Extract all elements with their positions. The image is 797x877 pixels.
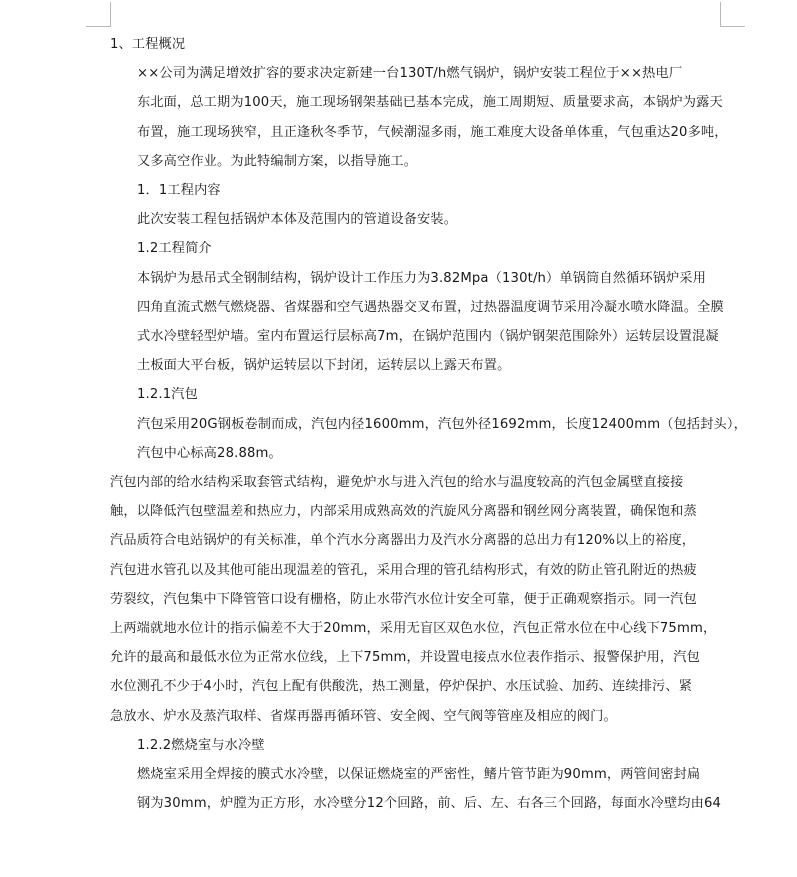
section-heading (110, 30, 722, 59)
paragraph (110, 264, 722, 381)
text-line: 劳裂纹，汽包集中下降管管口设有栅格，防止水带汽水位计安全可靠，便于正确观察指示。同一汽包 (110, 591, 697, 607)
paragraph (110, 468, 722, 731)
text-line: 水位测孔不少于4小时，汽包上配有供酸洗，热工测量，停炉保护、水压试验、加药、连续排污、紧 (110, 679, 693, 695)
text-line: 触，以降低汽包壁温差和热应力，内部采用成熟高效的汽旋风分离器和钢丝网分离装置，确保饱和蒸 (110, 504, 697, 520)
text-line: 汽包采用20G钢板卷制而成，汽包内径1600mm，汽包外径1692mm，长度12400mm（包括封头）， (137, 416, 747, 432)
text-line: 1．1工程内容 (137, 183, 221, 199)
text-line: 汽包进水管孔以及其他可能出现温差的管孔，采用合理的管孔结构形式，有效的防止管孔附近的热疲 (110, 562, 697, 578)
text-line: ××公司为满足增效扩容的要求决定新建一台130T/h燃气锅炉，锅炉安装工程位于××热电厂 (137, 66, 683, 82)
text-line: 汽包内部的给水结构采取套管式结构，避免炉水与进入汽包的给水与温度较高的汽包金属壁直接接 (110, 475, 684, 491)
text-line: 1.2.2燃烧室与水冷壁 (137, 737, 265, 753)
paragraph (110, 410, 747, 468)
text-line: 钢为30mm，炉膛为正方形，水冷壁分12个回路，前、后、左、右各三个回路，每面水冷壁均由64 (137, 796, 722, 812)
subsection-heading (110, 234, 722, 263)
text-line: 上两端就地水位计的指示偏差不大于20mm，采用无盲区双色水位，汽包正常水位在中心线下75mm， (110, 621, 717, 637)
text-line: 燃烧室采用全焊接的膜式水冷壁，以保证燃烧室的严密性，鳍片管节距为90mm，两管间密封扁 (137, 767, 701, 783)
subsection-heading (110, 380, 722, 409)
text-line: 式水冷壁轻型炉墙。室内布置运行层标高7m，在锅炉范围内（锅炉钢架范围除外）运转层设置混凝 (137, 329, 719, 345)
paragraph (110, 205, 722, 234)
text-line: 1、工程概况 (110, 37, 186, 52)
text-line: 1.2工程简介 (137, 241, 212, 257)
subsection-heading (110, 731, 722, 760)
text-line: 布置，施工现场狭窄，且正逢秋冬季节，气候潮湿多雨，施工难度大设备单体重，气包重达20多吨， (137, 124, 728, 140)
text-line: 四角直流式燃气燃烧器、省煤器和空气遇热器交叉布置，过热器温度调节采用冷凝水喷水降温。全膜 (137, 299, 724, 315)
text-line: 急放水、炉水及蒸汽取样、省煤再器再循环管、安全阀、空气阀等管座及相应的阀门。 (110, 708, 617, 724)
document-body (110, 30, 747, 818)
text-line: 东北面，总工期为100天，施工现场钢架基础已基本完成，施工周期短、质量要求高，本锅炉为露天 (137, 95, 723, 111)
text-line: 又多高空作业。为此特编制方案，以指导施工。 (137, 153, 418, 169)
text-line: 汽品质符合电站锅炉的有关标准，单个汽水分离器出力及汽水分离器的总出力有120%以上的裕度， (110, 533, 696, 549)
page-corner-mark-left (86, 2, 111, 27)
text-line: 本锅炉为悬吊式全钢制结构，锅炉设计工作压力为3.82Mpa（130t/h）单锅筒自然循环锅炉采用 (137, 270, 707, 286)
text-line: 允许的最高和最低水位为正常水位线，上下75mm，并设置电接点水位表作指示、报警保护用，汽包 (110, 650, 700, 666)
paragraph (110, 760, 722, 818)
text-line: 1.2.1汽包 (137, 387, 198, 403)
text-line: 此次安装工程包括锅炉本体及范围内的管道设备安装。 (137, 212, 458, 228)
page-corner-mark-right (720, 2, 745, 27)
text-line: 汽包中心标高28.88m。 (137, 445, 282, 461)
subsection-heading (110, 176, 722, 205)
paragraph (110, 59, 728, 176)
text-line: 土板面大平台板，锅炉运转层以下封闭，运转层以上露天布置。 (137, 358, 511, 374)
